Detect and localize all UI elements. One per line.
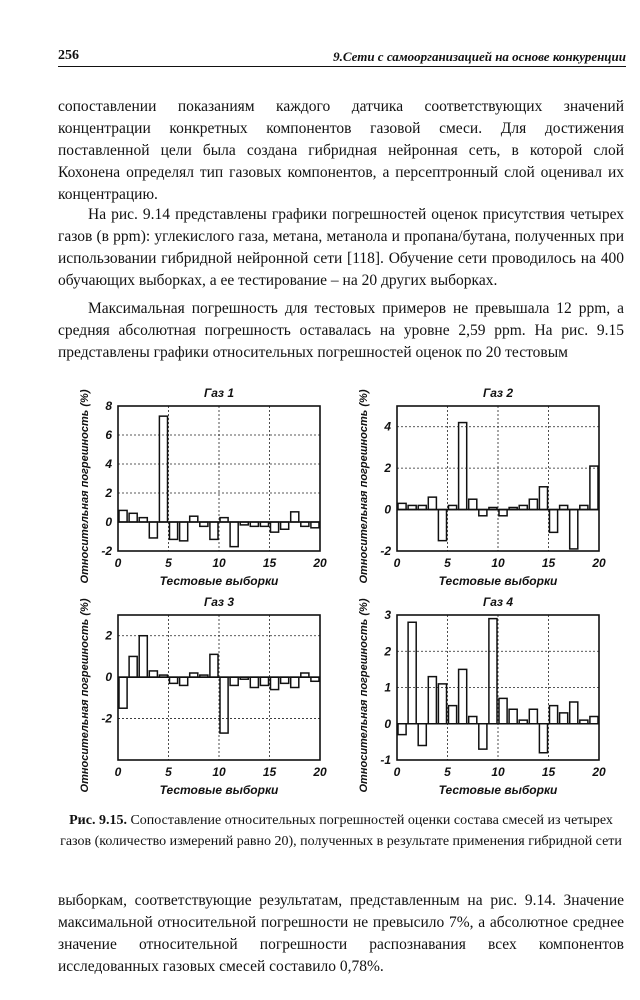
bar bbox=[479, 510, 487, 516]
bar bbox=[459, 669, 467, 723]
bar bbox=[438, 510, 446, 541]
y-tick-label: 2 bbox=[105, 628, 112, 643]
x-axis-label: Тестовые выборки bbox=[438, 783, 558, 797]
bar bbox=[469, 499, 477, 509]
bar bbox=[301, 673, 309, 677]
x-tick-label: 0 bbox=[393, 765, 401, 779]
bar bbox=[240, 677, 248, 679]
y-tick-label: 3 bbox=[384, 608, 391, 622]
x-tick-label: 0 bbox=[393, 556, 401, 570]
chart-3 bbox=[79, 595, 327, 797]
paragraph-2: На рис. 9.14 представлены графики погрешностей оценок присутствия четырех газов (в ppm): углекислого газа, метана, метанола и пропана/бутана, полученных при использовании гибридной нейронной сети [118]. Обучение сети проводилось на 400 обучающих выборках, а ее тестирование – на 20 других выборках. bbox=[58, 206, 624, 289]
y-tick-label: -2 bbox=[101, 544, 112, 558]
bar bbox=[291, 512, 299, 522]
bar bbox=[428, 677, 436, 724]
y-axis-label: Относительная погрешность (%) bbox=[79, 598, 91, 793]
chart-title: Газ 3 bbox=[203, 595, 235, 609]
y-tick-label: 6 bbox=[105, 428, 112, 442]
x-tick-label: 15 bbox=[262, 556, 277, 570]
bar bbox=[271, 522, 279, 532]
bar bbox=[250, 522, 258, 526]
bar bbox=[149, 522, 157, 538]
y-tick-label: 8 bbox=[105, 399, 112, 413]
bar bbox=[398, 724, 406, 735]
bar bbox=[139, 636, 147, 677]
bar bbox=[570, 510, 578, 549]
y-tick-label: 0 bbox=[105, 670, 112, 685]
bar bbox=[509, 508, 517, 510]
bar bbox=[550, 510, 558, 533]
y-tick-label: 2 bbox=[384, 644, 391, 659]
bar bbox=[479, 724, 487, 749]
bar bbox=[281, 677, 289, 683]
x-axis-label: Тестовые выборки bbox=[438, 574, 558, 588]
paragraph-1: сопоставлении показаниям каждого датчика соответствующих значений концентрации конкретных компонентов газовой смеси. Для достижения поставленной цели была создана гибридная нейронная сеть, в которой слой Кохонена определял тип газовых компонентов, а персептронный слой оценивал их концентрацию. bbox=[58, 98, 624, 203]
bar bbox=[139, 518, 147, 522]
chart-title: Газ 1 bbox=[203, 386, 235, 400]
figure-caption bbox=[58, 810, 624, 852]
paragraph-3: Максимальная погрешность для тестовых примеров не превышала 12 ppm, а средняя абсолютная погрешность оставалась на уровне 2,59 ppm. На рис. 9.15 представлены графики относительных погрешностей оценок по 20 тестовым bbox=[58, 300, 624, 361]
bar bbox=[149, 671, 157, 677]
x-tick-label: 0 bbox=[114, 765, 122, 779]
bar bbox=[509, 709, 517, 724]
bar bbox=[560, 713, 568, 724]
bar bbox=[560, 505, 568, 509]
y-tick-label: 2 bbox=[105, 486, 112, 500]
bar bbox=[449, 706, 457, 724]
bar bbox=[418, 724, 426, 746]
bar bbox=[499, 698, 507, 723]
bar bbox=[180, 677, 188, 685]
x-tick-label: 10 bbox=[491, 556, 505, 570]
bar bbox=[119, 677, 127, 708]
y-axis-label: Относительная погрешность (%) bbox=[358, 598, 370, 793]
running-title: 9.Сети с самоорганизацией на основе конкуренции bbox=[333, 49, 626, 64]
y-tick-label: 2 bbox=[384, 461, 391, 476]
y-tick-label: -2 bbox=[380, 544, 391, 558]
bar bbox=[311, 677, 319, 681]
chart-1 bbox=[79, 386, 327, 588]
y-tick-label: 1 bbox=[384, 680, 391, 695]
bar bbox=[590, 466, 598, 510]
bar bbox=[200, 522, 208, 526]
bar bbox=[129, 513, 137, 522]
bar bbox=[281, 522, 289, 529]
bar bbox=[190, 516, 198, 522]
bar bbox=[250, 677, 258, 687]
y-tick-label: 4 bbox=[384, 419, 391, 434]
x-tick-label: 20 bbox=[313, 556, 327, 570]
y-tick-label: 0 bbox=[384, 716, 391, 731]
bar bbox=[459, 423, 467, 510]
bar bbox=[240, 522, 248, 525]
y-tick-label: 0 bbox=[384, 502, 391, 517]
bar bbox=[539, 724, 547, 753]
running-header bbox=[58, 46, 626, 67]
bar bbox=[260, 677, 268, 685]
bar bbox=[260, 522, 268, 526]
bar bbox=[170, 522, 178, 539]
x-tick-label: 5 bbox=[165, 765, 172, 779]
x-tick-label: 0 bbox=[114, 556, 122, 570]
bar bbox=[220, 677, 228, 733]
x-tick-label: 10 bbox=[212, 556, 226, 570]
paragraph-4: выборкам, соответствующие результатам, представленным на рис. 9.14. Значение максимальной относительной погрешности не превысило 7%, а абсолютное среднее значение относительной погрешности распознавания всех компонентов исследованных газовых смесей составило 0,78%. bbox=[58, 892, 624, 975]
bar bbox=[489, 619, 497, 724]
bar bbox=[291, 677, 299, 687]
bar bbox=[529, 709, 537, 724]
bar bbox=[580, 505, 588, 509]
bar bbox=[519, 720, 527, 724]
x-tick-label: 20 bbox=[313, 765, 327, 779]
figure-9-15 bbox=[0, 370, 640, 800]
x-tick-label: 15 bbox=[262, 765, 277, 779]
bar bbox=[129, 656, 137, 677]
y-axis-label: Относительная погрешность (%) bbox=[79, 389, 91, 584]
y-tick-label: 4 bbox=[105, 457, 112, 471]
bar bbox=[230, 522, 238, 547]
bar bbox=[590, 717, 598, 724]
bar bbox=[159, 675, 167, 677]
chart-4 bbox=[358, 595, 606, 797]
x-tick-label: 15 bbox=[541, 556, 556, 570]
bar bbox=[489, 508, 497, 510]
bar bbox=[311, 522, 319, 528]
x-axis-label: Тестовые выборки bbox=[159, 574, 279, 588]
bar bbox=[438, 684, 446, 724]
bar bbox=[200, 675, 208, 677]
bar bbox=[580, 720, 588, 724]
bar bbox=[398, 503, 406, 509]
bar bbox=[210, 654, 218, 677]
bar bbox=[190, 673, 198, 677]
x-tick-label: 20 bbox=[592, 765, 606, 779]
bar bbox=[271, 677, 279, 689]
chart-2 bbox=[358, 386, 606, 588]
bar bbox=[220, 518, 228, 522]
bar bbox=[550, 706, 558, 724]
chart-title: Газ 4 bbox=[482, 595, 514, 609]
caption-text: Сопоставление относительных погрешностей оценки состава смесей из четырех газов (количество измерений равно 20), полученных в результате применения гибридной сети bbox=[60, 813, 622, 849]
x-tick-label: 10 bbox=[491, 765, 505, 779]
bar bbox=[428, 497, 436, 509]
bar bbox=[210, 522, 218, 539]
y-tick-label: -1 bbox=[380, 753, 391, 767]
x-tick-label: 5 bbox=[444, 765, 451, 779]
bar bbox=[119, 510, 127, 522]
x-tick-label: 20 bbox=[592, 556, 606, 570]
bar bbox=[519, 505, 527, 509]
bar bbox=[170, 677, 178, 683]
x-tick-label: 10 bbox=[212, 765, 226, 779]
bar bbox=[529, 499, 537, 509]
bar bbox=[499, 510, 507, 516]
x-axis-label: Тестовые выборки bbox=[159, 783, 279, 797]
bar bbox=[180, 522, 188, 541]
y-tick-label: -2 bbox=[101, 711, 112, 726]
bar bbox=[449, 505, 457, 509]
bar bbox=[570, 702, 578, 724]
bar bbox=[418, 505, 426, 509]
bar bbox=[408, 622, 416, 724]
bar bbox=[469, 717, 477, 724]
bar bbox=[539, 487, 547, 510]
page-number: 256 bbox=[58, 48, 79, 63]
y-axis-label: Относительная погрешность (%) bbox=[358, 389, 370, 584]
caption-label: Рис. 9.15. bbox=[69, 813, 127, 828]
chart-title: Газ 2 bbox=[482, 386, 514, 400]
y-tick-label: 0 bbox=[105, 515, 112, 529]
bar bbox=[408, 505, 416, 509]
x-tick-label: 5 bbox=[165, 556, 172, 570]
bar bbox=[159, 416, 167, 522]
bar bbox=[230, 677, 238, 685]
x-tick-label: 15 bbox=[541, 765, 556, 779]
x-tick-label: 5 bbox=[444, 556, 451, 570]
bar bbox=[301, 522, 309, 526]
